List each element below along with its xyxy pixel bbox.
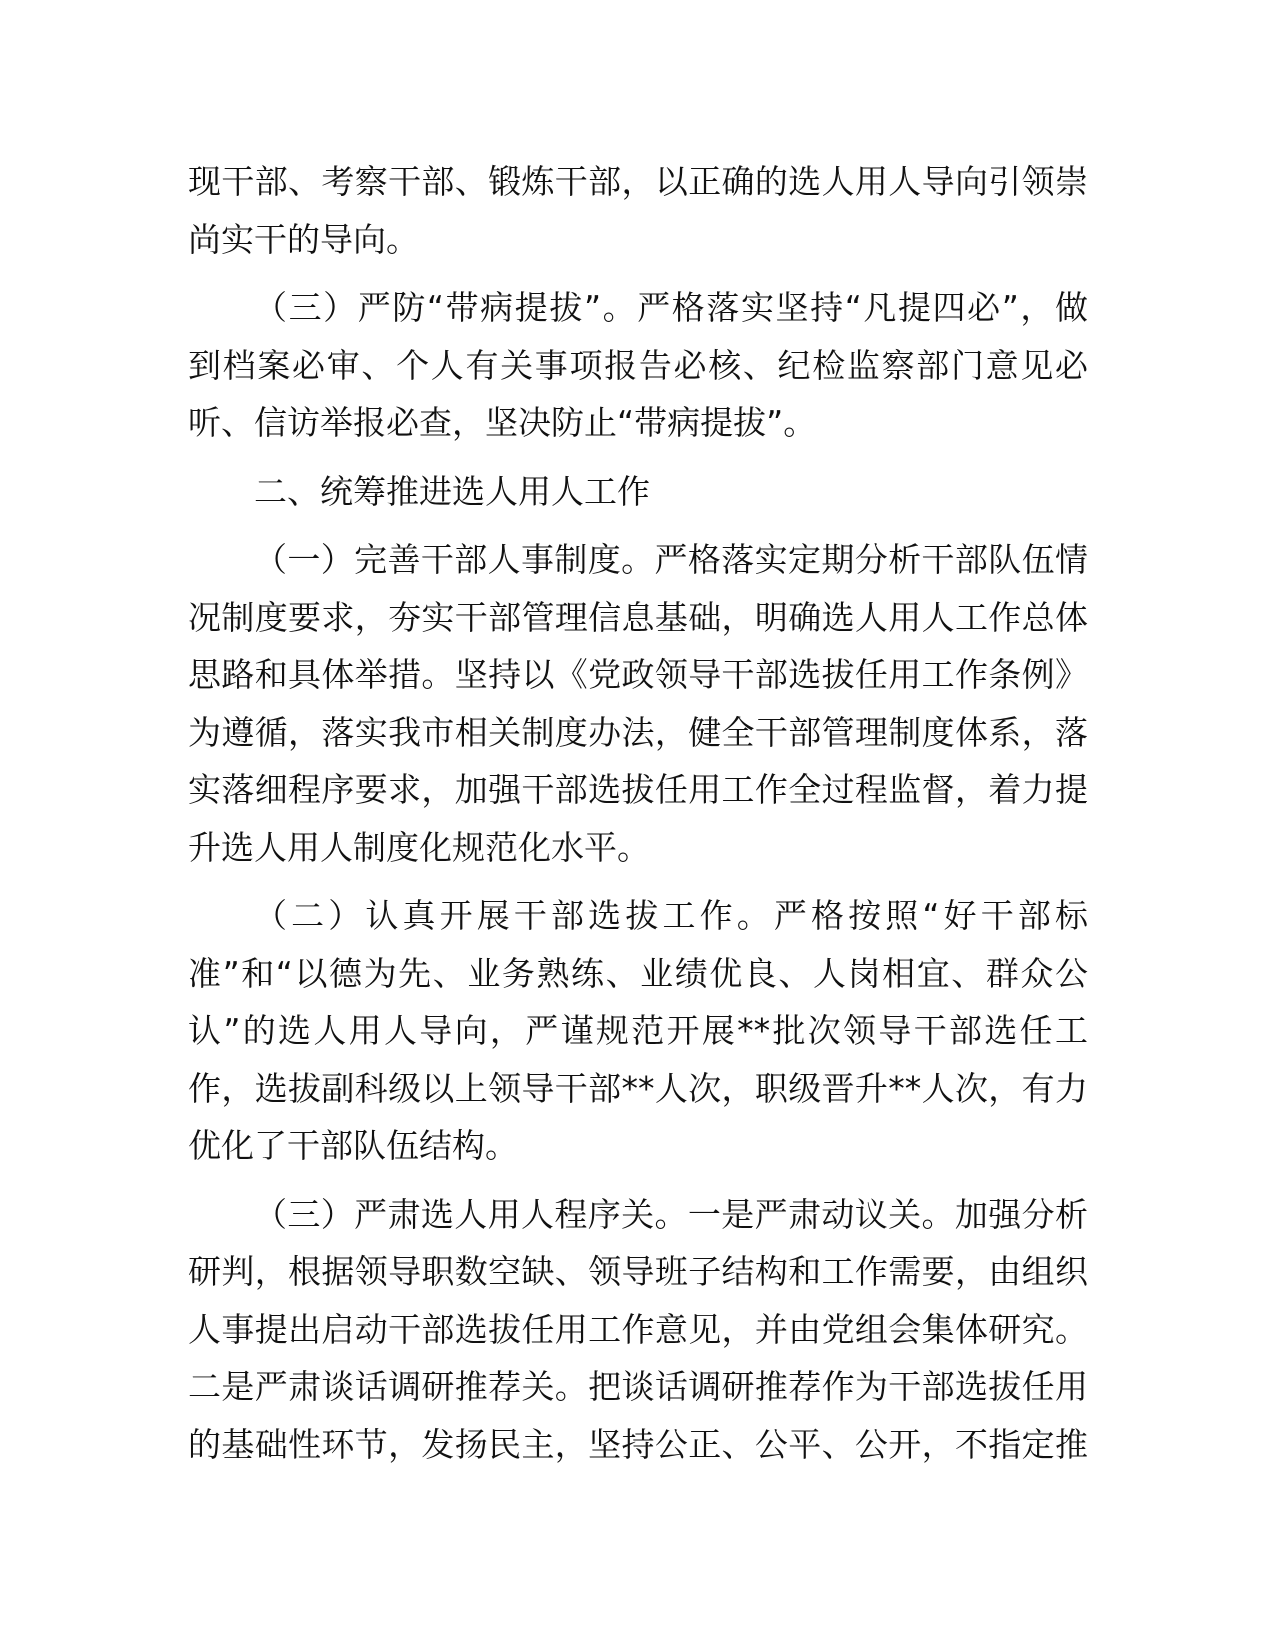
text-line: 听、信访举报必查，坚决防止“带病提拔”。 xyxy=(188,403,817,442)
text-line: （二）认真开展干部选拔工作。严格按照“好干部标 xyxy=(254,896,1088,935)
text-line: 研判，根据领导职数空缺、领导班子结构和工作需要，由组织 xyxy=(188,1252,1088,1291)
text-line: 准”和“以德为先、业务熟练、业绩优良、人岗相宜、群众公 xyxy=(188,953,1088,993)
text-line: 到档案必审、个人有关事项报告必核、纪检监察部门意见必 xyxy=(188,345,1088,385)
section-heading-2 xyxy=(188,463,1088,521)
text-line: 作，选拔副科级以上领导干部**人次，职级晋升**人次，有力 xyxy=(188,1068,1088,1108)
para-continuation xyxy=(188,153,1088,268)
text-line: 现干部、考察干部、锻炼干部，以正确的选人用人导向引领崇 xyxy=(188,162,1088,201)
text-line: 为遵循，落实我市相关制度办法，健全干部管理制度体系，落 xyxy=(188,712,1088,752)
para-cadre-selection xyxy=(188,887,1088,1175)
section-heading: 二、统筹推进选人用人工作 xyxy=(254,471,650,511)
text-line: （三）严防“带病提拔”。严格落实坚持“凡提四必”，做 xyxy=(254,288,1088,327)
text-line: 思路和具体举措。坚持以《党政领导干部选拔任用工作条例》 xyxy=(188,655,1088,694)
text-line: 人事提出启动干部选拔任用工作意见，并由党组会集体研究。 xyxy=(188,1309,1088,1349)
text-line: 实落细程序要求，加强干部选拔任用工作全过程监督，着力提 xyxy=(188,770,1088,809)
text-line: 优化了干部队伍结构。 xyxy=(188,1126,518,1165)
text-line: 认”的选人用人导向，严谨规范开展**批次领导干部选任工 xyxy=(188,1011,1088,1050)
para-prevent-sick-promotion xyxy=(188,279,1088,452)
para-personnel-system xyxy=(188,531,1088,876)
text-line: 尚实干的导向。 xyxy=(188,219,419,259)
text-line: 况制度要求，夯实干部管理信息基础，明确选人用人工作总体 xyxy=(188,597,1088,637)
text-line: 的基础性环节，发扬民主，坚持公正、公平、公开，不指定推 xyxy=(188,1424,1088,1464)
text-line: 升选人用人制度化规范化水平。 xyxy=(188,827,650,867)
text-line: （三）严肃选人用人程序关。一是严肃动议关。加强分析 xyxy=(254,1194,1088,1234)
document-body xyxy=(188,153,1088,1484)
text-line: 二是严肃谈话调研推荐关。把谈话调研推荐作为干部选拔任用 xyxy=(188,1367,1088,1406)
text-line: （一）完善干部人事制度。严格落实定期分析干部队伍情 xyxy=(254,540,1088,579)
para-procedure xyxy=(188,1186,1088,1474)
